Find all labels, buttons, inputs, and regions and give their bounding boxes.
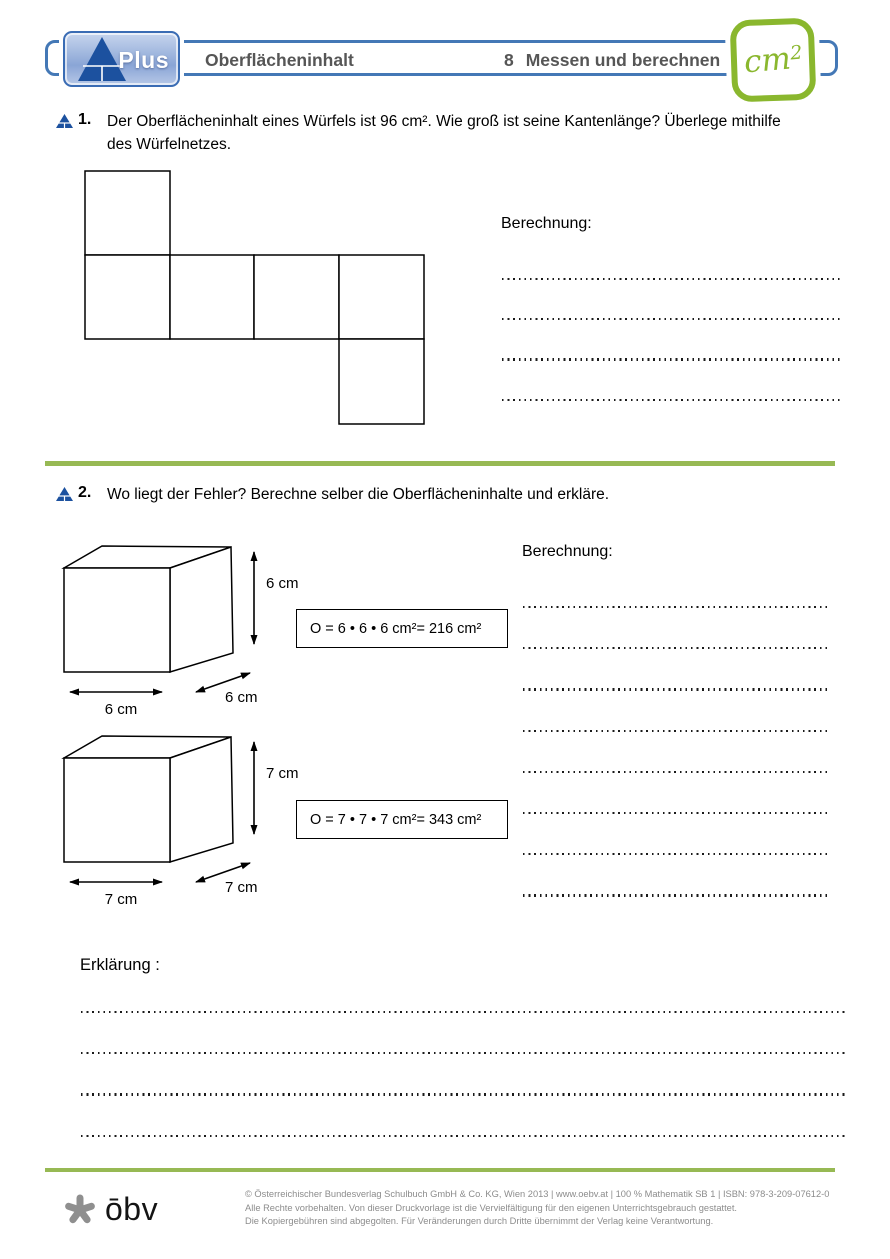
formula-box-large-cube: O = 7 • 7 • 7 cm²= 343 cm²	[296, 800, 508, 839]
task1-number: 1.	[78, 111, 92, 128]
answer-line	[502, 358, 840, 360]
plus-logo-label: Plus	[118, 47, 169, 73]
task-bullet-triangle-icon	[56, 487, 73, 502]
task2-text: Wo liegt der Fehler? Berechne selber die Oberflächeninhalte und erkläre.	[107, 486, 610, 503]
answer-line	[81, 1052, 845, 1054]
task1-calc-label: Berechnung:	[501, 215, 592, 232]
answer-line	[502, 318, 840, 320]
footer-divider	[45, 1168, 835, 1172]
task-bullet-triangle-icon	[56, 114, 73, 129]
cube-diagram-large	[55, 730, 305, 912]
page-title: Oberflächeninhalt	[205, 50, 354, 70]
task2-answer-lines	[523, 567, 829, 897]
answer-line	[502, 278, 840, 280]
task2-number: 2.	[78, 484, 92, 501]
plus-logo-badge	[63, 31, 180, 87]
depth-label: 6 cm	[225, 689, 258, 706]
height-label: 7 cm	[266, 765, 299, 782]
chapter-number: 8	[504, 50, 514, 70]
explanation-label: Erklärung :	[80, 956, 160, 974]
answer-line	[523, 606, 829, 608]
answer-line	[523, 688, 829, 690]
answer-line	[523, 894, 829, 896]
explanation-lines	[81, 972, 845, 1137]
depth-label: 7 cm	[225, 879, 258, 896]
cm2-unit-badge	[730, 18, 817, 103]
answer-line	[523, 771, 829, 773]
chapter-title: Messen und berechnen	[525, 50, 721, 70]
cube-net-diagram	[84, 170, 426, 426]
publisher-name: ōbv	[105, 1190, 159, 1227]
answer-line	[81, 1011, 845, 1013]
task2-calc-label: Berechnung:	[522, 543, 613, 560]
section-divider	[45, 461, 835, 466]
cm2-unit-text: $cm^2$	[742, 40, 803, 80]
answer-line	[502, 399, 840, 401]
answer-line	[81, 1135, 845, 1137]
answer-line	[523, 853, 829, 855]
task1-answer-lines	[502, 240, 840, 401]
task1-text: Der Oberflächeninhalt eines Würfels ist 96 cm². Wie groß ist seine Kantenlänge? Überlege mithilfe des Würfelnetzes.	[107, 113, 781, 153]
copyright-line: Die Kopiergebühren sind abgegolten. Für Veränderungen durch Dritte übernimmt der Verlag keine Verantwortung.	[245, 1216, 714, 1227]
answer-line	[523, 812, 829, 814]
copyright-block	[245, 1188, 845, 1229]
obv-star-icon	[62, 1190, 98, 1228]
copyright-line: © Österreichischer Bundesverlag Schulbuch GmbH & Co. KG, Wien 2013 | www.oebv.at | 100 % Mathematik SB 1 | ISBN: 978-3-209-07612-0	[245, 1189, 830, 1199]
copyright-line: Alle Rechte vorbehalten. Von dieser Druckvorlage ist die Vervielfältigung für den eigenen Unterrichtsgebrauch gestattet.	[245, 1202, 737, 1213]
publisher-logo	[62, 1190, 158, 1228]
width-label: 6 cm	[104, 701, 138, 718]
formula-box-small-cube: O = 6 • 6 • 6 cm²= 216 cm²	[296, 609, 508, 648]
answer-line	[523, 730, 829, 732]
height-label: 6 cm	[266, 575, 299, 592]
answer-line	[523, 647, 829, 649]
answer-line	[81, 1093, 845, 1095]
width-label: 7 cm	[104, 891, 138, 908]
chapter-heading	[504, 50, 720, 71]
cube-diagram-small	[55, 540, 305, 722]
